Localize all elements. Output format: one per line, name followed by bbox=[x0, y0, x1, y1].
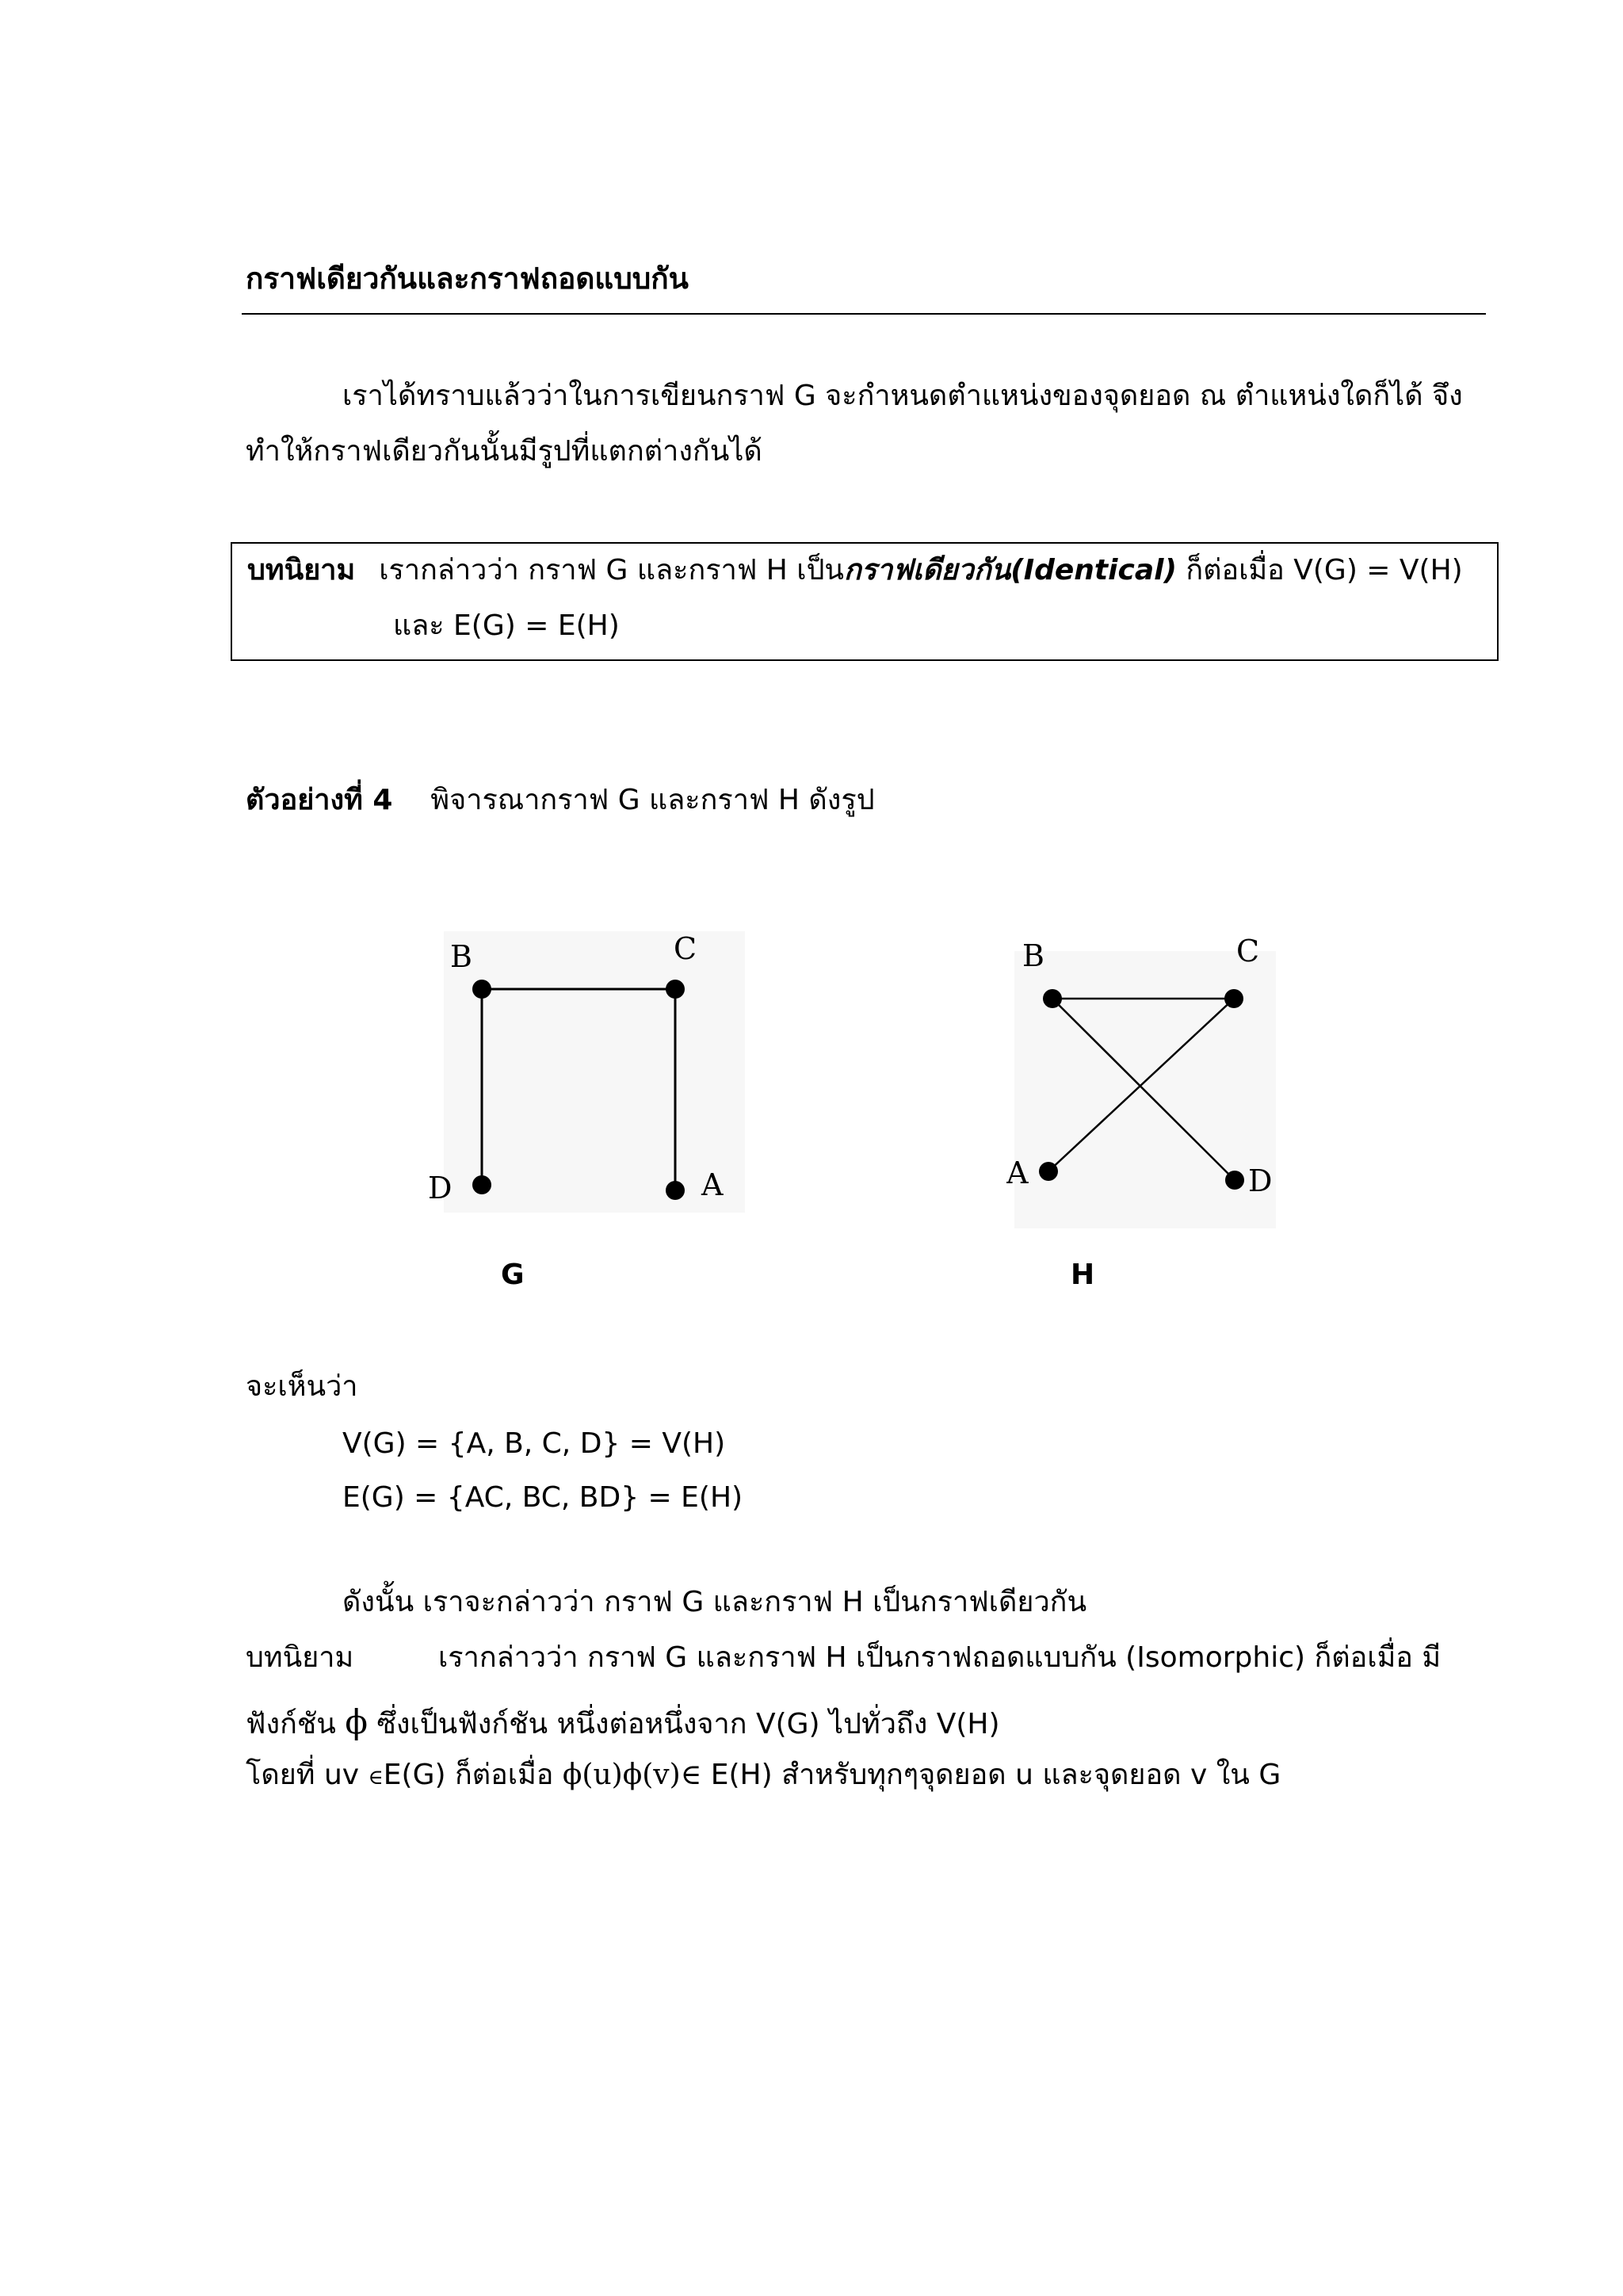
vertex-sets-equation: V(G) = {A, B, C, D} = V(H) bbox=[342, 1427, 726, 1460]
heading-rule bbox=[242, 313, 1486, 315]
definition-isomorphic-label: บทนิยาม bbox=[246, 1641, 354, 1674]
graph-g-vertex-d bbox=[472, 1175, 491, 1194]
observation-lead: จะเห็นว่า bbox=[246, 1370, 358, 1403]
definition-isomorphic-line-3 bbox=[246, 1758, 1281, 1792]
graph-h-figure bbox=[1006, 923, 1300, 1240]
graph-h-vertex-a bbox=[1039, 1162, 1058, 1181]
line-2-text-b: ซึ่งเป็นฟังก์ชัน หนึ่งต่อหนึ่งจาก V(G) ไปทั่วถึง V(H) bbox=[368, 1708, 1000, 1740]
edge-sets-equation: E(G) = {AC, BC, BD} = E(H) bbox=[342, 1481, 743, 1514]
graph-h-label-b: B bbox=[1022, 938, 1044, 973]
definition-text-a: เรากล่าวว่า กราฟ G และกราฟ H เป็น bbox=[379, 554, 845, 586]
graph-h-caption: H bbox=[1071, 1259, 1095, 1291]
graph-g-vertex-b bbox=[472, 980, 491, 999]
example-label: ตัวอย่างที่ 4 bbox=[246, 784, 393, 816]
graph-h-label-a: A bbox=[1006, 1156, 1029, 1190]
definition-identical bbox=[247, 553, 1463, 587]
phi-symbol: ϕ bbox=[345, 1702, 368, 1741]
definition-line-2: และ E(G) = E(H) bbox=[393, 609, 620, 642]
definition-term: กราฟเดียวกัน(Identical) bbox=[844, 554, 1177, 586]
example-text: พิจารณากราฟ G และกราฟ H ดังรูป bbox=[430, 784, 875, 816]
graph-h-vertex-b bbox=[1043, 989, 1062, 1008]
graph-g-caption: G bbox=[501, 1259, 525, 1291]
definition-text-b: ก็ต่อเมื่อ V(G) = V(H) bbox=[1176, 554, 1463, 586]
definition-isomorphic-line-1: เรากล่าวว่า กราฟ G และกราฟ H เป็นกราฟถอดแบบกัน (Isomorphic) ก็ต่อเมื่อ มี bbox=[438, 1641, 1442, 1674]
graph-g-label-c: C bbox=[674, 931, 697, 966]
graph-g-background bbox=[444, 931, 745, 1213]
definition-isomorphic-line-2 bbox=[246, 1702, 1000, 1742]
line-2-text-a: ฟังก์ชัน bbox=[246, 1708, 346, 1740]
intro-line-2: ทำให้กราฟเดียวกันนั้นมีรูปที่แตกต่างกันได้ bbox=[246, 435, 762, 468]
line-3-text-b: E(G) ก็ต่อเมื่อ bbox=[383, 1759, 563, 1791]
graph-g-label-b: B bbox=[450, 939, 472, 974]
graph-g-figure bbox=[428, 911, 761, 1228]
observation-conclusion: ดังนั้น เราจะกล่าวว่า กราฟ G และกราฟ H เป็นกราฟเดียวกัน bbox=[342, 1586, 1087, 1618]
element-of-symbol: ∈ bbox=[368, 1766, 384, 1790]
example-heading bbox=[246, 783, 875, 817]
definition-label: บทนิยาม bbox=[247, 554, 356, 586]
graph-h-label-d: D bbox=[1248, 1163, 1273, 1198]
graph-g-label-d: D bbox=[428, 1171, 453, 1205]
intro-line-1: เราได้ทราบแล้วว่าในการเขียนกราฟ G จะกำหนดตำแหน่งของจุดยอด ณ ตำแหน่งใดก็ได้ จึง bbox=[342, 380, 1463, 412]
edge-map-formula: ϕ(u)ϕ(v)∈ bbox=[562, 1759, 702, 1791]
line-3-text-c: E(H) สำหรับทุกๆจุดยอด u และจุดยอด v ใน G bbox=[701, 1759, 1281, 1791]
line-3-text-a: โดยที่ uv bbox=[246, 1759, 369, 1791]
section-title: กราฟเดียวกันและกราฟถอดแบบกัน bbox=[246, 262, 689, 296]
graph-h-vertex-c bbox=[1224, 989, 1243, 1008]
graph-h-label-c: C bbox=[1236, 934, 1260, 968]
graph-g-vertex-a bbox=[666, 1181, 685, 1200]
graph-g-vertex-c bbox=[666, 980, 685, 999]
graph-h-vertex-d bbox=[1225, 1171, 1244, 1190]
graph-g-label-a: A bbox=[701, 1167, 724, 1202]
